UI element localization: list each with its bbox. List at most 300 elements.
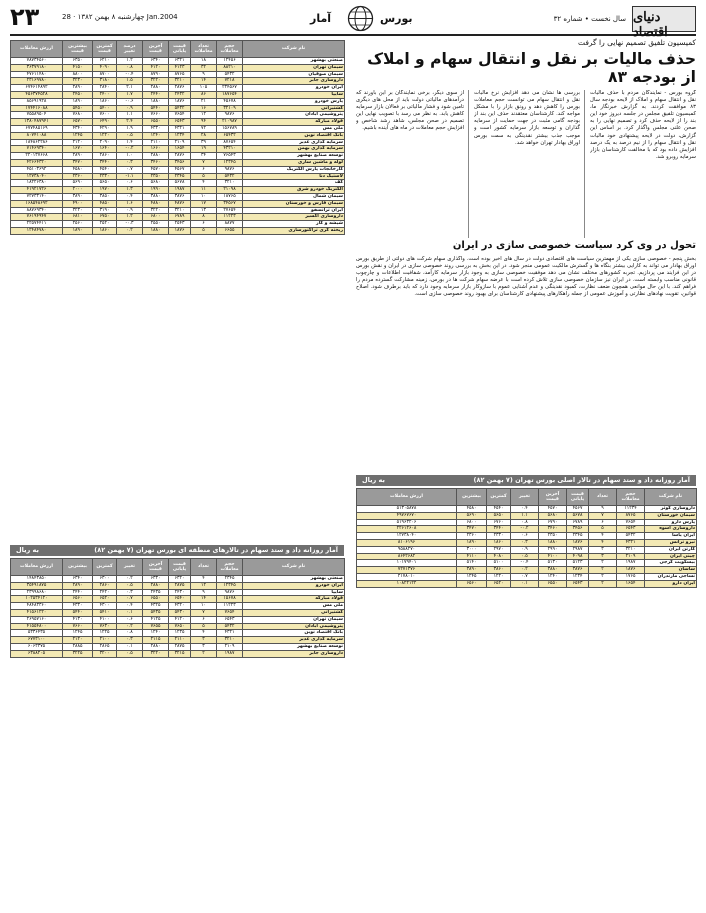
value-cell: ۰.۹ xyxy=(117,105,143,112)
value-cell: ۰.۲ xyxy=(511,567,539,574)
value-cell: ۲۳۹۹۸۶۸۰ xyxy=(11,589,63,596)
company-name-cell: الکتریک خودرو شرق xyxy=(243,187,345,194)
table-row xyxy=(11,623,345,630)
value-cell: ۷ xyxy=(191,609,217,616)
value-cell: ۱۵۶۷۸ xyxy=(217,596,243,603)
section-right: بورس xyxy=(380,12,413,25)
value-cell: ۶۵۶۰ xyxy=(457,580,487,587)
value-cell: ۷۶۱۹۴۹۴۷ xyxy=(11,214,63,221)
column-header: قیمت پایانی xyxy=(567,489,589,506)
value-cell: ۳۲۱۰۹ xyxy=(217,105,243,112)
value-cell: ۷ xyxy=(191,159,217,166)
value-cell: ۴۵۸۰ xyxy=(457,506,487,513)
value-cell: ۰.۲ xyxy=(117,576,143,583)
value-cell: ۲۳۱۶۹۷۸۰ xyxy=(11,78,63,85)
value-cell: ۴۱۲۰ xyxy=(143,64,169,71)
company-name-cell: ایران دارو xyxy=(645,580,697,587)
value-cell: ۲۳۴۵ xyxy=(217,576,243,583)
value-cell: ۶۵۴۳۲ xyxy=(217,132,243,139)
value-cell: ۶۸۰۰ xyxy=(457,519,487,526)
table-row xyxy=(11,193,345,200)
value-cell: ۳۴۶۰ xyxy=(143,159,169,166)
value-cell: ۹۸۷۶ xyxy=(217,112,243,119)
value-cell: ۶۵۵۰ xyxy=(539,580,567,587)
value-cell: ۴۳۲۰ xyxy=(169,603,191,610)
value-cell: ۲۳۵۰ xyxy=(539,533,567,540)
value-cell: ۲۸۷۶ xyxy=(169,85,191,92)
value-cell: ۷۶۵۴ xyxy=(217,609,243,616)
news-article xyxy=(356,38,696,488)
page-number: ۲۳ xyxy=(10,3,40,31)
value-cell: ۱۲۴۸۴۷۸۰ xyxy=(11,227,63,234)
value-cell: ۰.۶ xyxy=(117,616,143,623)
company-name-cell: پتروشیمی آبادان xyxy=(243,623,345,630)
company-name-cell: سیمان تهران xyxy=(243,616,345,623)
value-cell: ۴۳۲۵ xyxy=(143,603,169,610)
value-cell: ۷۲۷۱۳۷۶ xyxy=(357,567,457,574)
value-cell: ۲۱۱۰ xyxy=(169,637,191,644)
value-cell: -۰.۳ xyxy=(117,221,143,228)
company-name-cell: سیمان فارس و خوزستان xyxy=(243,200,345,207)
value-cell: ۵۶۸۰ xyxy=(143,180,169,187)
value-cell: ۱۹۸۷ xyxy=(169,187,191,194)
value-cell: ۳۲۲۵ xyxy=(63,650,93,657)
value-cell: ۶۳۴۰ xyxy=(63,576,93,583)
value-cell: ۰.۷ xyxy=(511,573,539,580)
value-cell: ۳۲۱۰ xyxy=(169,207,191,214)
company-name-cell: داروسازی جابر xyxy=(243,78,345,85)
table-row xyxy=(11,596,345,603)
company-name-cell: ایران یاسا xyxy=(645,533,697,540)
value-cell: ۲۴۲۰ xyxy=(93,589,117,596)
value-cell: ۵۶۹۰ xyxy=(457,512,487,519)
value-cell: ۰.۳ xyxy=(117,589,143,596)
table-row xyxy=(11,98,345,105)
value-cell: ۳ xyxy=(589,546,617,553)
value-cell: -۰.۲ xyxy=(117,146,143,153)
table-row xyxy=(11,132,345,139)
value-cell: ۱۲۴۵۶ xyxy=(217,58,243,65)
value-cell: ۲۷۶۵۴ xyxy=(217,207,243,214)
company-name-cell: لاستیک دنا xyxy=(243,173,345,180)
column-header: ارزش معاملات xyxy=(11,41,63,58)
value-cell: ۰.۴ xyxy=(117,603,143,610)
value-cell: ۲.۱ xyxy=(117,85,143,92)
value-cell: ۱۲۴۵ xyxy=(63,132,93,139)
section-left: آمار xyxy=(310,12,332,25)
table-row xyxy=(357,580,697,587)
value-cell: ۲۳۴۵ xyxy=(567,533,589,540)
value-cell: ۳۴ xyxy=(191,153,217,160)
value-cell: ۶۵۲۰ xyxy=(93,596,117,603)
value-cell: ۴۵۷۰ xyxy=(143,166,169,173)
value-cell: ۱۸۸۰ xyxy=(539,539,567,546)
value-cell: ۳۴۵۶ xyxy=(169,159,191,166)
value-cell: ۸۵۶۹۱۹۲۸ xyxy=(11,98,63,105)
value-cell: ۳۲۳۰ xyxy=(63,78,93,85)
table-title: آمار روزانه داد و ستد سهام در تالارهای منطقه ای بورس تهران (۷ بهمن ۸۲) xyxy=(94,546,338,554)
value-cell: ۳۲۱۵ xyxy=(169,650,191,657)
value-cell: ۲۹۷۰ xyxy=(487,546,511,553)
table-row xyxy=(357,526,697,533)
value-cell: ۵۴۳۲ xyxy=(217,173,243,180)
value-cell: ۲۸۹۰ xyxy=(63,153,93,160)
value-cell: ۱.۱ xyxy=(511,512,539,519)
table-row xyxy=(11,58,345,65)
newspaper-logo xyxy=(632,6,696,40)
value-cell: ۱۹۹۰ xyxy=(143,187,169,194)
value-cell: ۴۰۹۸ xyxy=(567,553,589,560)
value-cell: ۳۲۱۰ xyxy=(617,546,645,553)
value-cell: ۲۹۹۰ xyxy=(539,546,567,553)
value-cell: ۶۵۵۰ xyxy=(143,596,169,603)
value-cell: ۱۶۶۰ xyxy=(143,146,169,153)
table-row xyxy=(357,553,697,560)
company-name-cell: بانک اقتصاد نوین xyxy=(243,132,345,139)
company-name-cell: کارخانجات پارس الکتریک xyxy=(243,166,345,173)
value-cell: ۲۱۲۰ xyxy=(63,139,93,146)
value-cell: ۰.۶ xyxy=(117,180,143,187)
value-cell: ۴۹۰۰ xyxy=(63,200,93,207)
value-cell: ۰.۵ xyxy=(117,582,143,589)
value-cell: ۳۵۴۹۱۸۷۵ xyxy=(11,582,63,589)
value-cell: ۵۱۳۰۵۸۷۸ xyxy=(357,506,457,513)
value-cell: ۵۱۰۰ xyxy=(487,560,511,567)
value-cell: ۹۸۷۶ xyxy=(217,166,243,173)
table-row xyxy=(11,616,345,623)
article-body-2: بخش پنجم - خصوصی سازی یکی از مهمترین سیاست های اقتصادی دولت در سال های اخیر بوده است. واگذاری سهام شرکت های دولتی از طریق بورس اوراق بهادار می تواند به کارایی بیشتر بنگاه ها و گسترش مالکیت عمومی منجر شود. در این بخش به بررسی روند خصوصی سازی در ایران و نقش بورس در این فرایند می پردازیم. تجربه کشورهای مختلف نشان می دهد موفقیت خصوصی سازی به وجود بازار سرمایه کارآمد، شفافیت اطلاعات و چارچوب قانونی مناسب وابسته است. در ایران نیز سازمان خصوصی سازی تلاش کرده است با عرضه سهام شرکت ها در بورس، زمینه مشارکت گسترده مردم را فراهم کند. با این حال موانعی همچون ضعف نظارت، کمبود نقدینگی و عدم آشنایی عموم با سازوکار بازار سرمایه وجود دارد که باید برطرف شود. اصلاح قوانین، تقویت نهادهای نظارتی و آموزش عمومی از جمله راهکارهای پیشنهادی کارشناسان برای بهبود روند خصوصی سازی است. xyxy=(356,256,696,298)
value-cell: ۰.۷ xyxy=(117,596,143,603)
value-cell: ۰.۸ xyxy=(117,64,143,71)
issue-number: سال نخست • شماره ۳۲ xyxy=(553,15,626,23)
value-cell: ۵ xyxy=(191,173,217,180)
value-cell: ۳۲۱۰ xyxy=(217,180,243,187)
company-name-cell: صنعتی بهشهر xyxy=(243,576,345,583)
value-cell: ۵۴۴۰ xyxy=(63,609,93,616)
value-cell: ۲۱۰۹ xyxy=(169,139,191,146)
value-cell: ۱۵۶۷۸۹ xyxy=(217,125,243,132)
value-cell: ۲۴۰۰ xyxy=(93,91,117,98)
value-cell: ۱۹ xyxy=(191,146,217,153)
value-cell: ۲۱ xyxy=(191,98,217,105)
value-cell: ۶۸۰۰ xyxy=(143,214,169,221)
company-name-cell: داروسازی جابر xyxy=(243,650,345,657)
company-name-cell: پارس خودرو xyxy=(243,98,345,105)
value-cell: ۵ xyxy=(191,227,217,234)
value-cell: ۲۲۶۱۲۶۰۸ xyxy=(357,526,457,533)
value-cell: ۰.۲ xyxy=(117,227,143,234)
value-cell: ۱۲۳۴۵ xyxy=(217,582,243,589)
value-cell: ۶۵۲۰ xyxy=(487,580,511,587)
value-cell: ۲۸۴۰ xyxy=(93,85,117,92)
value-cell: ۴ xyxy=(191,180,217,187)
table-row xyxy=(11,71,345,78)
value-cell: ۴۱۳۰ xyxy=(63,616,93,623)
value-cell: ۳۲۳۰ xyxy=(63,207,93,214)
value-cell: ۵۱۴۰ xyxy=(457,560,487,567)
value-cell: ۴ xyxy=(191,576,217,583)
company-name-cell: کشتیرانی xyxy=(243,609,345,616)
stock-table-main-floor xyxy=(356,488,697,588)
value-cell: ۲۵۲۰ xyxy=(93,221,117,228)
value-cell: ۶۵۴۰ xyxy=(169,596,191,603)
value-cell: ۱۲ xyxy=(191,112,217,119)
value-cell: ۴۳۳۰ xyxy=(63,603,93,610)
value-cell: ۰.۱ xyxy=(117,643,143,650)
value-cell: ۲۸۸۰ xyxy=(143,582,169,589)
value-cell: ۵۴۳۲ xyxy=(217,71,243,78)
value-cell: ۴۸۸۰ xyxy=(143,200,169,207)
value-cell: ۱.۵ xyxy=(117,78,143,85)
column-header: کمترین قیمت xyxy=(93,41,117,58)
company-name-cell: فولاد مبارکه xyxy=(243,596,345,603)
value-cell: ۱۹۸۷ xyxy=(617,560,645,567)
value-cell: ۰.۳ xyxy=(117,159,143,166)
value-cell: ۲۸ xyxy=(191,132,217,139)
value-cell: ۰.۶ xyxy=(511,533,539,540)
company-name-cell: سایپا xyxy=(243,589,345,596)
company-name-cell: سرمایه گذاری غدیر xyxy=(243,637,345,644)
value-cell: ۴۵۷۰ xyxy=(539,506,567,513)
value-cell: ۱۸۸۰ xyxy=(143,227,169,234)
company-name-cell: بیسکویت گرجی xyxy=(645,560,697,567)
value-cell: ۲.۴ xyxy=(117,119,143,126)
value-cell: ۱۸۷۶ xyxy=(169,98,191,105)
table-row xyxy=(11,166,345,173)
value-cell: ۱۰۲۵۳۴۱۲۰ xyxy=(11,596,63,603)
value-cell: ۲۸۸۵ xyxy=(63,643,93,650)
value-cell: ۱۲۲۰ xyxy=(487,573,511,580)
value-cell: ۴۳۲۱ xyxy=(617,539,645,546)
value-cell: ۱.۲ xyxy=(117,214,143,221)
value-cell: ۳۸۸۰ xyxy=(539,567,567,574)
value-cell: ۲۶۹۵۷۱۶۰ xyxy=(11,616,63,623)
value-cell: ۴۰۹۰ xyxy=(93,64,117,71)
table-row xyxy=(11,180,345,187)
value-cell: ۱۲۴۰ xyxy=(143,132,169,139)
value-cell: ۴۹۷۶۷۶۷۰ xyxy=(357,512,457,519)
value-cell: ۱۷۶۵ xyxy=(617,573,645,580)
value-cell: ۸۰۷۴۱۰۸۸ xyxy=(11,132,63,139)
company-name-cell: نیرو ترانس xyxy=(645,539,697,546)
column-header: آخرین قیمت xyxy=(143,559,169,576)
value-cell: ۱۲۴۵ xyxy=(457,573,487,580)
table-row xyxy=(357,506,697,513)
value-cell: ۴۱۹۲۱۷۲۶ xyxy=(11,187,63,194)
value-cell: ۱.۷ xyxy=(117,91,143,98)
value-cell: ۱۲۳۴ xyxy=(169,132,191,139)
value-cell: ۶۳۰۰ xyxy=(93,576,117,583)
value-cell: ۹۵۸۸۲۷۰ xyxy=(357,546,457,553)
value-cell: ۱۸۷۶ xyxy=(567,539,589,546)
value-cell: ۴۱۰۰ xyxy=(93,616,117,623)
value-cell: ۱۸۴۸۶۲۲۸۶ xyxy=(11,139,63,146)
value-cell: -۰.۴ xyxy=(511,560,539,567)
company-name-cell: نساجی مازندران xyxy=(645,573,697,580)
value-cell: ۴۲۶۶۴۳۲۰ xyxy=(11,159,63,166)
value-cell: ۲۸۹۰ xyxy=(63,582,93,589)
value-cell: ۰.۱ xyxy=(117,609,143,616)
column-header: قیمت پایانی xyxy=(169,559,191,576)
table-row xyxy=(11,85,345,92)
value-cell: ۳۹ xyxy=(191,139,217,146)
table-row xyxy=(11,125,345,132)
value-cell: ۷۶۵۴ xyxy=(617,519,645,526)
value-cell: ۴۸۵۰ xyxy=(93,200,117,207)
table-row xyxy=(11,119,345,126)
value-cell: ۱۱۲۳۴ xyxy=(617,506,645,513)
company-name-cell: سرمایه گذاری بهمن xyxy=(243,146,345,153)
value-cell: ۵۴۳۰ xyxy=(169,609,191,616)
value-cell: ۳۴۶۰ xyxy=(539,526,567,533)
value-cell: ۳۸۷۶ xyxy=(169,193,191,200)
value-cell: ۴۲۹۰ xyxy=(93,125,117,132)
table-title-band-right xyxy=(356,475,696,486)
value-cell: ۵۶۷۸ xyxy=(567,512,589,519)
value-cell: ۸۸۷۷ xyxy=(217,221,243,228)
table-row xyxy=(11,78,345,85)
value-cell: ۷۵۵۸۹۵۰۴ xyxy=(11,112,63,119)
value-cell: ۱۱ xyxy=(191,187,217,194)
value-cell: ۲۳۴۵ xyxy=(169,173,191,180)
value-cell: ۷۶۶۰ xyxy=(143,112,169,119)
value-cell: ۵۶۷۸ xyxy=(169,180,191,187)
value-cell: ۱۹۷۰ xyxy=(93,187,117,194)
table-title: آمار روزانه داد و ستد سهام در تالار اصلی بورس تهران (۷ بهمن ۸۲) xyxy=(473,476,690,484)
company-name-cell: کشتیرانی xyxy=(243,105,345,112)
value-cell: ۳۲۲۰ xyxy=(143,78,169,85)
value-cell: ۰.۸ xyxy=(117,630,143,637)
value-cell: ۱۶۸۵۴۸۶۹۲ xyxy=(11,200,63,207)
value-cell: ۲۳۶۰ xyxy=(457,533,487,540)
value-cell: ۴۵۶۷ xyxy=(567,506,589,513)
value-cell: ۲۴۴۰ xyxy=(63,589,93,596)
value-cell: ۱۲۲۰ xyxy=(93,132,117,139)
value-cell: ۱۰۸۲۲۱۲۲ xyxy=(357,580,457,587)
value-cell: ۱۸۸۰ xyxy=(143,98,169,105)
value-cell: ۳۴۷۰ xyxy=(457,526,487,533)
value-cell: ۰.۱ xyxy=(511,580,539,587)
table-row xyxy=(11,64,345,71)
table-row xyxy=(357,519,697,526)
table-row xyxy=(11,630,345,637)
value-cell: ۳۲۱۰ xyxy=(169,78,191,85)
value-cell: ۴ xyxy=(589,539,617,546)
value-cell: ۲۹۸۷ xyxy=(567,546,589,553)
company-name-cell: کارتن ایران xyxy=(645,546,697,553)
column-header: تعداد xyxy=(589,489,617,506)
value-cell: ۹۴ xyxy=(191,119,217,126)
value-cell: ۳۸۶۰ xyxy=(487,567,511,574)
value-cell: ۶ xyxy=(191,166,217,173)
value-cell: ۱۸۷۶۵۴ xyxy=(217,91,243,98)
company-name-cell: چینی ایران xyxy=(645,553,697,560)
value-cell: ۴۳۲۱ xyxy=(217,630,243,637)
table-title-band-left xyxy=(10,545,344,556)
value-cell: ۸۷۰۰ xyxy=(93,71,117,78)
value-cell: ۵۴۵۰ xyxy=(63,105,93,112)
company-name-cell: لوله و ماشین سازی xyxy=(243,159,345,166)
value-cell: ۱۰۱۷۹۴۰۱ xyxy=(357,560,457,567)
value-cell: ۷۶۶۰ xyxy=(63,623,93,630)
value-cell: ۲۱۰۹۸ xyxy=(217,187,243,194)
value-cell: ۶ xyxy=(589,519,617,526)
table-row xyxy=(357,573,697,580)
value-cell: -۰.۶ xyxy=(117,98,143,105)
value-cell: ۵۳۳۶۴۳۵ xyxy=(11,630,63,637)
table-row xyxy=(11,91,345,98)
value-cell: ۱۲۳۴۵ xyxy=(217,159,243,166)
article-column-2: بررسی ها نشان می دهد افزایش نرخ مالیات نقل و انتقال سهام می توانست حجم معاملات بورس را کاهش دهد و رونق بازار را با مشکل مواجه کند. کارشناسان معتقدند حذف این بند از بودجه گامی مثبت در جهت حمایت از سرمایه گذاران و توسعه بازار سرمایه کشور است و موجب جذب بیشتر نقدینگی به سمت بورس اوراق بهادار تهران خواهد شد. xyxy=(474,90,580,146)
table-row xyxy=(11,187,345,194)
value-cell: ۶۳۲۰ xyxy=(169,576,191,583)
table-row xyxy=(11,207,345,214)
value-cell: ۱۸۷۶۵ xyxy=(217,193,243,200)
company-name-cell: ساسان xyxy=(645,567,697,574)
column-header: تعداد xyxy=(191,559,217,576)
table-row xyxy=(11,200,345,207)
value-cell: ۶۸۱۰ xyxy=(63,214,93,221)
value-cell: ۴۵۴۰ xyxy=(93,166,117,173)
value-cell: ۲۳۴۵۶۷ xyxy=(217,85,243,92)
value-cell: ۸۱۰۶۱۹۶ xyxy=(357,539,457,546)
company-name-cell: پارس دارو xyxy=(645,519,697,526)
value-cell: ۶۳۳۰ xyxy=(143,576,169,583)
company-name-cell: ملی مس xyxy=(243,125,345,132)
column-header: حجم معاملات xyxy=(217,559,243,576)
value-cell: ۲۱۰۹ xyxy=(217,643,243,650)
value-cell: ۱.۰ xyxy=(117,153,143,160)
value-cell: ۲۴۴۰ xyxy=(143,91,169,98)
value-cell: -۰.۲ xyxy=(511,526,539,533)
value-cell: ۵۶۵۰ xyxy=(93,180,117,187)
value-cell: ۹ xyxy=(191,589,217,596)
value-cell: ۱۳۸۰۴۸۷۹۴۱ xyxy=(11,119,63,126)
value-cell: ۷۱۴۶۹۳۴۰ xyxy=(11,146,63,153)
value-cell: ۷ xyxy=(589,512,617,519)
value-cell: ۵ xyxy=(191,623,217,630)
value-cell: ۳۱۹۰ xyxy=(93,207,117,214)
value-cell: ۲۲۰۱۳۷۶۶۸ xyxy=(11,153,63,160)
company-name-cell: شیشه و گاز xyxy=(243,221,345,228)
value-cell: ۷۶۵۴ xyxy=(169,112,191,119)
value-cell: ۳۸۹۰ xyxy=(63,193,93,200)
value-cell: ۱۰ xyxy=(191,603,217,610)
value-cell: ۶۷۶۰ xyxy=(487,519,511,526)
value-cell: ۵۶۸۰ xyxy=(539,512,567,519)
value-cell: ۴ xyxy=(589,533,617,540)
value-cell: ۴۳۲۱۰ xyxy=(217,146,243,153)
value-cell: ۳ xyxy=(191,643,217,650)
table-row xyxy=(11,146,345,153)
table-row xyxy=(11,139,345,146)
value-cell: ۸۶۴۲۶۸۲ xyxy=(357,553,457,560)
value-cell: ۱۷۴۴۱۶۰۸۸ xyxy=(11,105,63,112)
value-cell: ۷۶۵۵ xyxy=(143,623,169,630)
value-cell: ۵ xyxy=(589,526,617,533)
value-cell: -۰.۴ xyxy=(117,71,143,78)
value-cell: ۵۴۳۲ xyxy=(617,533,645,540)
value-cell: ۱۲ xyxy=(191,582,217,589)
value-cell: ۳۰۰۰ xyxy=(457,546,487,553)
article-column-3: از سوی دیگر، برخی نمایندگان بر این باورند که درآمدهای مالیاتی دولت باید از محل های دیگری تامین شود و فشار مالیاتی بر فعالان بازار سرمایه کاهش یابد. به نظر می رسد با تصویب نهایی این تصمیم در صحن مجلس، شاهد رشد شاخص و افزایش حجم معاملات در ماه های آینده باشیم. xyxy=(356,90,464,132)
value-cell: ۳۸۵۰ xyxy=(93,193,117,200)
table-unit: به ریال xyxy=(16,546,39,554)
value-cell: ۱۴ xyxy=(191,78,217,85)
column-header: کمترین xyxy=(487,489,511,506)
value-cell: ۱۹۸۷ xyxy=(217,650,243,657)
value-cell: ۳۴۷۰ xyxy=(63,159,93,166)
